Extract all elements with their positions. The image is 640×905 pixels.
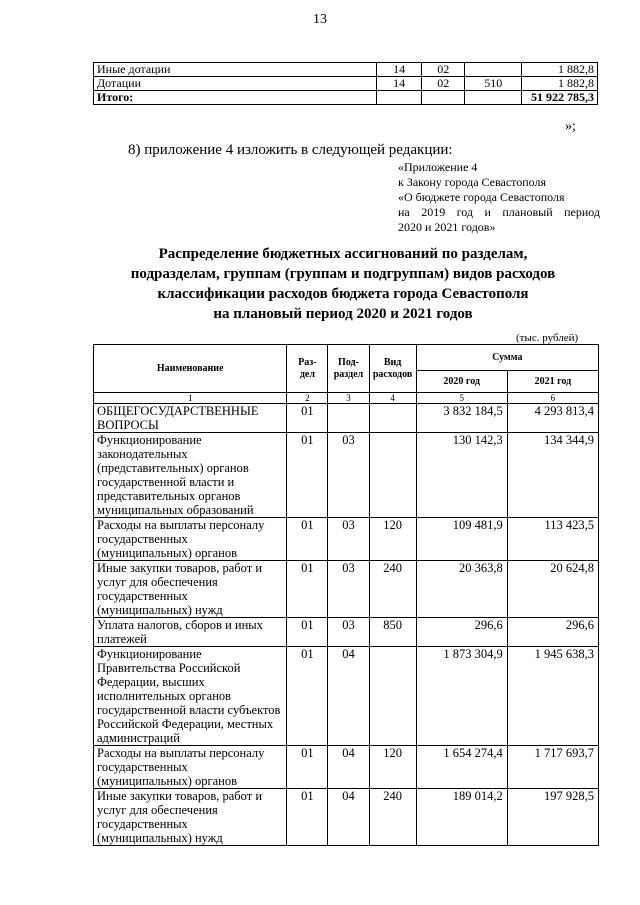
row-vid: 120 [369, 518, 416, 561]
row-sum-2021: 197 928,5 [507, 789, 598, 846]
header-row [94, 345, 599, 371]
total-row [94, 91, 598, 105]
table-row [94, 561, 599, 618]
row-code: 02 [422, 77, 465, 91]
header-2020: 2020 год [416, 371, 507, 393]
annex-line: 2020 и 2021 годов» [398, 220, 496, 234]
row-vid: 120 [369, 746, 416, 789]
row-sum-2020: 296,6 [416, 618, 507, 647]
row-podrazdel: 04 [328, 647, 369, 746]
row-name: ОБЩЕГОСУДАРСТВЕННЫЕ ВОПРОСЫ [94, 404, 287, 433]
row-sum-2021: 113 423,5 [507, 518, 598, 561]
row-podrazdel: 04 [328, 789, 369, 846]
header-vid: Вид расходов [369, 345, 416, 393]
column-number: 2 [287, 393, 328, 404]
page-number: 13 [313, 12, 327, 27]
annex-line: к Закону города Севастополя [398, 175, 547, 189]
document-title [93, 244, 593, 324]
column-number: 6 [507, 393, 598, 404]
row-code: 14 [377, 77, 422, 91]
annex-line: «Приложение 4 [398, 160, 478, 174]
row-sum: 1 882,8 [522, 77, 598, 91]
row-sum-2020: 20 363,8 [416, 561, 507, 618]
row-podrazdel: 03 [328, 561, 369, 618]
total-label: Итого: [94, 91, 377, 105]
column-number: 3 [328, 393, 369, 404]
row-razdel: 01 [287, 433, 328, 518]
row-sum-2020: 130 142,3 [416, 433, 507, 518]
table-row [94, 618, 599, 647]
header-razdel: Раз- дел [287, 345, 328, 393]
row-name: Иные дотации [94, 63, 377, 77]
table-row [94, 518, 599, 561]
title-line: подразделам, группам (группам и подгруппам) видов расходов [130, 266, 556, 282]
row-podrazdel: 03 [328, 433, 369, 518]
column-number-row [94, 393, 599, 404]
amendment-item: 8) приложение 4 изложить в следующей редакции: [128, 142, 453, 158]
table-row [94, 63, 598, 77]
row-name: Иные закупки товаров, работ и услуг для обеспечения государственных (муниципальных) нужд [94, 561, 287, 618]
row-name: Функционирование Правительства Российской Федерации, высших исполнительных органов государственной власти субъектов Российской Федерации, местных администраций [94, 647, 287, 746]
table-row [94, 433, 599, 518]
row-sum-2021: 296,6 [507, 618, 598, 647]
row-podrazdel: 04 [328, 746, 369, 789]
table-row [94, 404, 599, 433]
row-name: Функционирование законодательных (представительных) органов государственной власти и представительных органов муниципальных образований [94, 433, 287, 518]
table-row [94, 647, 599, 746]
row-razdel: 01 [287, 789, 328, 846]
row-code: 02 [422, 63, 465, 77]
row-sum: 1 882,8 [522, 63, 598, 77]
row-podrazdel: 03 [328, 518, 369, 561]
row-podrazdel: 03 [328, 618, 369, 647]
total-sum: 51 922 785,3 [522, 91, 598, 105]
column-number: 4 [369, 393, 416, 404]
row-razdel: 01 [287, 618, 328, 647]
row-code [465, 63, 522, 77]
annex-line: «О бюджете города Севастополя [398, 190, 565, 204]
row-vid [369, 433, 416, 518]
row-sum-2020: 189 014,2 [416, 789, 507, 846]
annex-reference [398, 160, 600, 235]
table-row [94, 789, 599, 846]
units-label: (тыс. рублей) [516, 332, 579, 344]
column-number: 1 [94, 393, 287, 404]
row-sum-2021: 4 293 813,4 [507, 404, 598, 433]
row-razdel: 01 [287, 647, 328, 746]
header-summa: Сумма [416, 345, 598, 371]
row-razdel: 01 [287, 561, 328, 618]
title-line: Распределение бюджетных ассигнований по разделам, [158, 246, 528, 262]
row-sum-2021: 1 717 693,7 [507, 746, 598, 789]
row-vid [369, 647, 416, 746]
table-row [94, 77, 598, 91]
column-number: 5 [416, 393, 507, 404]
title-line: классификации расходов бюджета города Севастополя [157, 286, 529, 302]
row-name: Расходы на выплаты персоналу государственных (муниципальных) органов [94, 746, 287, 789]
row-name: Иные закупки товаров, работ и услуг для обеспечения государственных (муниципальных) нужд [94, 789, 287, 846]
row-sum-2021: 1 945 638,3 [507, 647, 598, 746]
row-vid: 240 [369, 561, 416, 618]
row-sum-2020: 3 832 184,5 [416, 404, 507, 433]
header-podrazdel: Под- раздел [328, 345, 369, 393]
row-name: Дотации [94, 77, 377, 91]
row-razdel: 01 [287, 518, 328, 561]
row-sum-2020: 109 481,9 [416, 518, 507, 561]
annex-line: на 2019 год и плановый период [398, 205, 600, 219]
row-sum-2020: 1 873 304,9 [416, 647, 507, 746]
row-razdel: 01 [287, 404, 328, 433]
row-name: Уплата налогов, сборов и иных платежей [94, 618, 287, 647]
row-name: Расходы на выплаты персоналу государственных (муниципальных) органов [94, 518, 287, 561]
row-vid: 240 [369, 789, 416, 846]
title-line: на плановый период 2020 и 2021 годов [213, 306, 473, 322]
previous-table-tail [93, 62, 598, 105]
allocation-table [93, 344, 599, 846]
closing-quote: »; [565, 119, 576, 134]
row-sum-2021: 134 344,9 [507, 433, 598, 518]
row-vid [369, 404, 416, 433]
header-name: Наименование [94, 345, 287, 393]
row-code: 510 [465, 77, 522, 91]
row-sum-2020: 1 654 274,4 [416, 746, 507, 789]
row-podrazdel [328, 404, 369, 433]
row-razdel: 01 [287, 746, 328, 789]
row-sum-2021: 20 624,8 [507, 561, 598, 618]
row-code: 14 [377, 63, 422, 77]
header-2021: 2021 год [507, 371, 598, 393]
table-row [94, 746, 599, 789]
row-vid: 850 [369, 618, 416, 647]
